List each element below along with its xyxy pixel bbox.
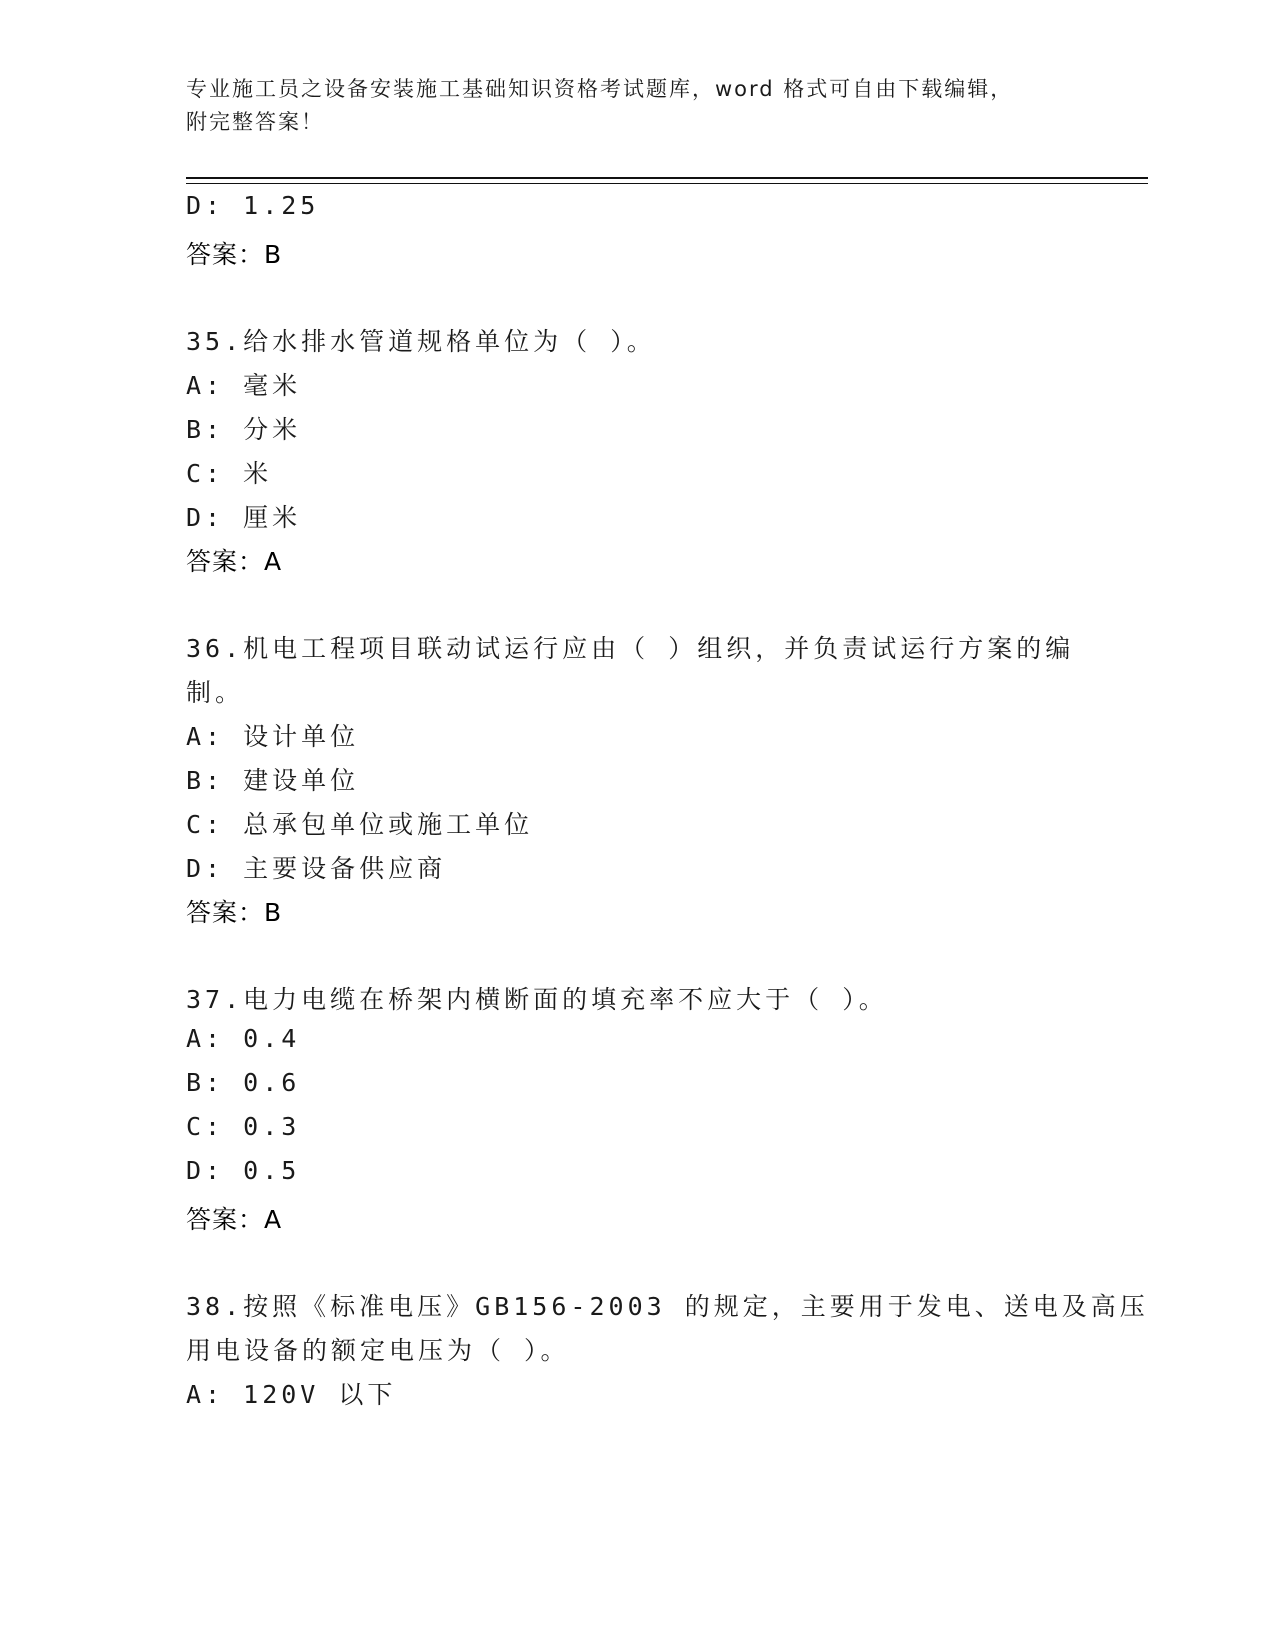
header-line-1: 专业施工员之设备安装施工基础知识资格考试题库，word 格式可自由下载编辑， (186, 77, 1014, 101)
header-line-2: 附完整答案！ (186, 110, 324, 134)
question-35-stem: 35.给水排水管道规格单位为（ ）。 (186, 327, 656, 356)
question-37-answer: 答案：A (186, 1205, 283, 1234)
question-35-option-b: B: 分米 (186, 415, 302, 444)
question-37-option-b: B: 0.6 (186, 1068, 301, 1097)
question-34-answer: 答案：B (186, 240, 283, 269)
question-35-option-c: C: 米 (186, 459, 273, 488)
question-36-stem-line-2: 制。 (186, 678, 245, 707)
question-37-stem: 37.电力电缆在桥架内横断面的填充率不应大于（ ）。 (186, 985, 888, 1014)
question-36-answer: 答案：B (186, 898, 283, 927)
question-36-stem-line-1: 36.机电工程项目联动试运行应由（ ）组织，并负责试运行方案的编 (186, 634, 1075, 663)
header-rule-thick (186, 177, 1148, 179)
document-header (186, 73, 1066, 139)
question-35-option-d: D: 厘米 (186, 503, 302, 532)
question-36-option-d: D: 主要设备供应商 (186, 854, 447, 883)
question-38-stem-line-2: 用电设备的额定电压为（ ）。 (186, 1336, 570, 1365)
question-37-option-a: A: 0.4 (186, 1024, 301, 1053)
question-38-option-a: A: 120V 以下 (186, 1380, 397, 1409)
header-rule-thin (186, 183, 1148, 184)
question-37-option-d: D: 0.5 (186, 1156, 301, 1185)
question-36-option-a: A: 设计单位 (186, 722, 360, 751)
question-36-option-c: C: 总承包单位或施工单位 (186, 810, 534, 839)
question-38-stem-line-1: 38.按照《标准电压》GB156-2003 的规定，主要用于发电、送电及高压 (186, 1292, 1149, 1321)
question-37-option-c: C: 0.3 (186, 1112, 301, 1141)
question-34-option-d: D: 1.25 (186, 191, 320, 220)
question-36-option-b: B: 建设单位 (186, 766, 360, 795)
question-35-answer: 答案：A (186, 547, 283, 576)
question-35-option-a: A: 毫米 (186, 371, 302, 400)
